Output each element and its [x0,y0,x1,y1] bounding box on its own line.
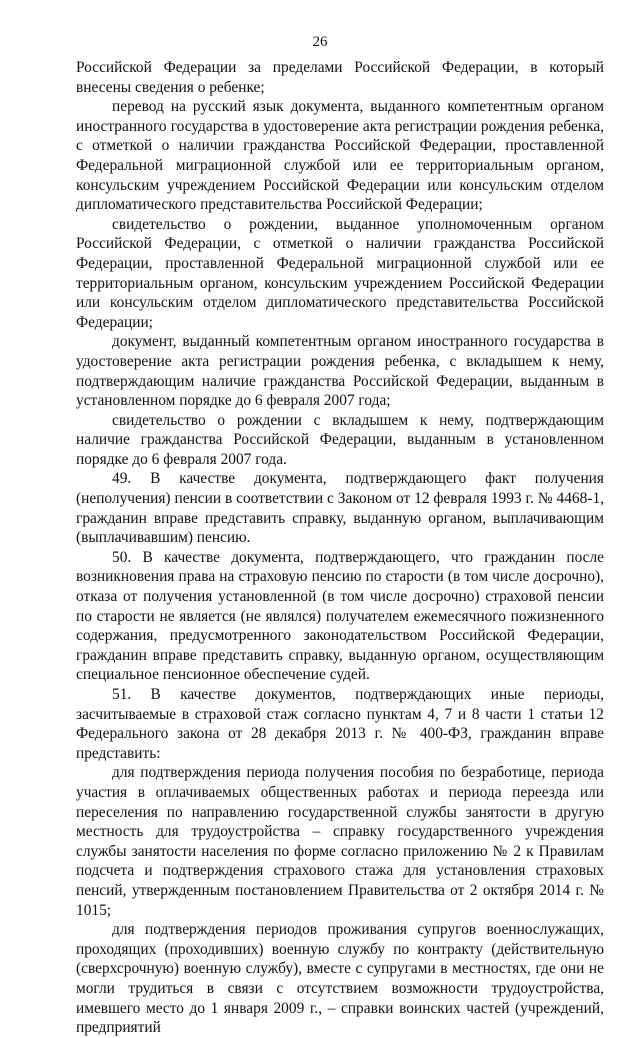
paragraph: 51. В качестве документов, подтверждающих иные периоды, засчитываемые в страховой стаж согласно пунктам 4, 7 и 8 части 1 статьи 12 Федерального закона от 28 декабря 2013 г. № 400-ФЗ, гражданин вправе представить: [76,686,604,762]
paragraph: 50. В качестве документа, подтверждающего, что гражданин после возникновения права на страховую пенсию по старости (в том числе досрочно), отказа от получения установленной (в том числе досрочно) страховой пенсии по старости не является (не являлся) получателем ежемесячного пожизненного содержания, предусмотренного законодательством Российской Федерации, гражданин вправе представить справку, выданную органом, осуществляющим специальное пенсионное обеспечение судей. [76,548,604,684]
paragraph: 49. В качестве документа, подтверждающего факт получения (неполучения) пенсии в соответствии с Законом от 12 февраля 1993 г. № 4468-1, гражданин вправе представить справку, выданную органом, выплачивающим (выплачивавшим) пенсию. [76,470,604,547]
page-number: 26 [312,34,328,50]
paragraph: свидетельство о рождении, выданное уполномоченным органом Российской Федерации, с отметкой о наличии гражданства Российской Федерации, проставленной Федеральной миграционной службой или ее территориальным органом, консульским учреждением Российской Федерации или консульским отделом дипломатического представительства Российской Федерации; [76,215,604,331]
paragraph: свидетельство о рождении с вкладышем к нему, подтверждающим наличие гражданства Российской Федерации, выданным в установленном порядке до 6 февраля 2007 года. [76,411,604,468]
paragraph: Российской Федерации за пределами Российской Федерации, в который внесены сведения о ребенке; [76,59,604,96]
paragraph: для подтверждения периодов проживания супругов военнослужащих, проходящих (проходивших) военную службу по контракту (действительную (сверхсрочную) военную службу), вместе с супругами в местностях, где они не могли трудиться в связи с отсутствием возможности трудоустройства, имевшего место до 1 января 2009 г., – справки воинских частей (учреждений, предприятий [76,921,604,1037]
paragraph: для подтверждения периода получения пособия по безработице, периода участия в оплачиваемых общественных работах и периода переезда или переселения по направлению государственной службы занятости в другую местность для трудоустройства – справку государственного учреждения службы занятости населения по форме согласно приложению № 2 к Правилам подсчета и подтверждения страхового стажа для установления страховых пенсий, утвержденным постановлением Правительства от 2 октября 2014 г. № 1015; [76,764,604,919]
document-body [76,58,604,1038]
paragraph: перевод на русский язык документа, выданного компетентным органом иностранного государства в удостоверение акта регистрации рождения ребенка, с отметкой о наличии гражданства Российской Федерации, проставленной Федеральной миграционной службой или ее территориальным органом, консульским учреждением Российской Федерации или консульским отделом дипломатического представительства Российской Федерации; [76,98,604,214]
paragraph: документ, выданный компетентным органом иностранного государства в удостоверение акта регистрации рождения ребенка, с вкладышем к нему, подтверждающим наличие гражданства Российской Федерации, выданным в установленном порядке до 6 февраля 2007 года; [76,333,604,410]
